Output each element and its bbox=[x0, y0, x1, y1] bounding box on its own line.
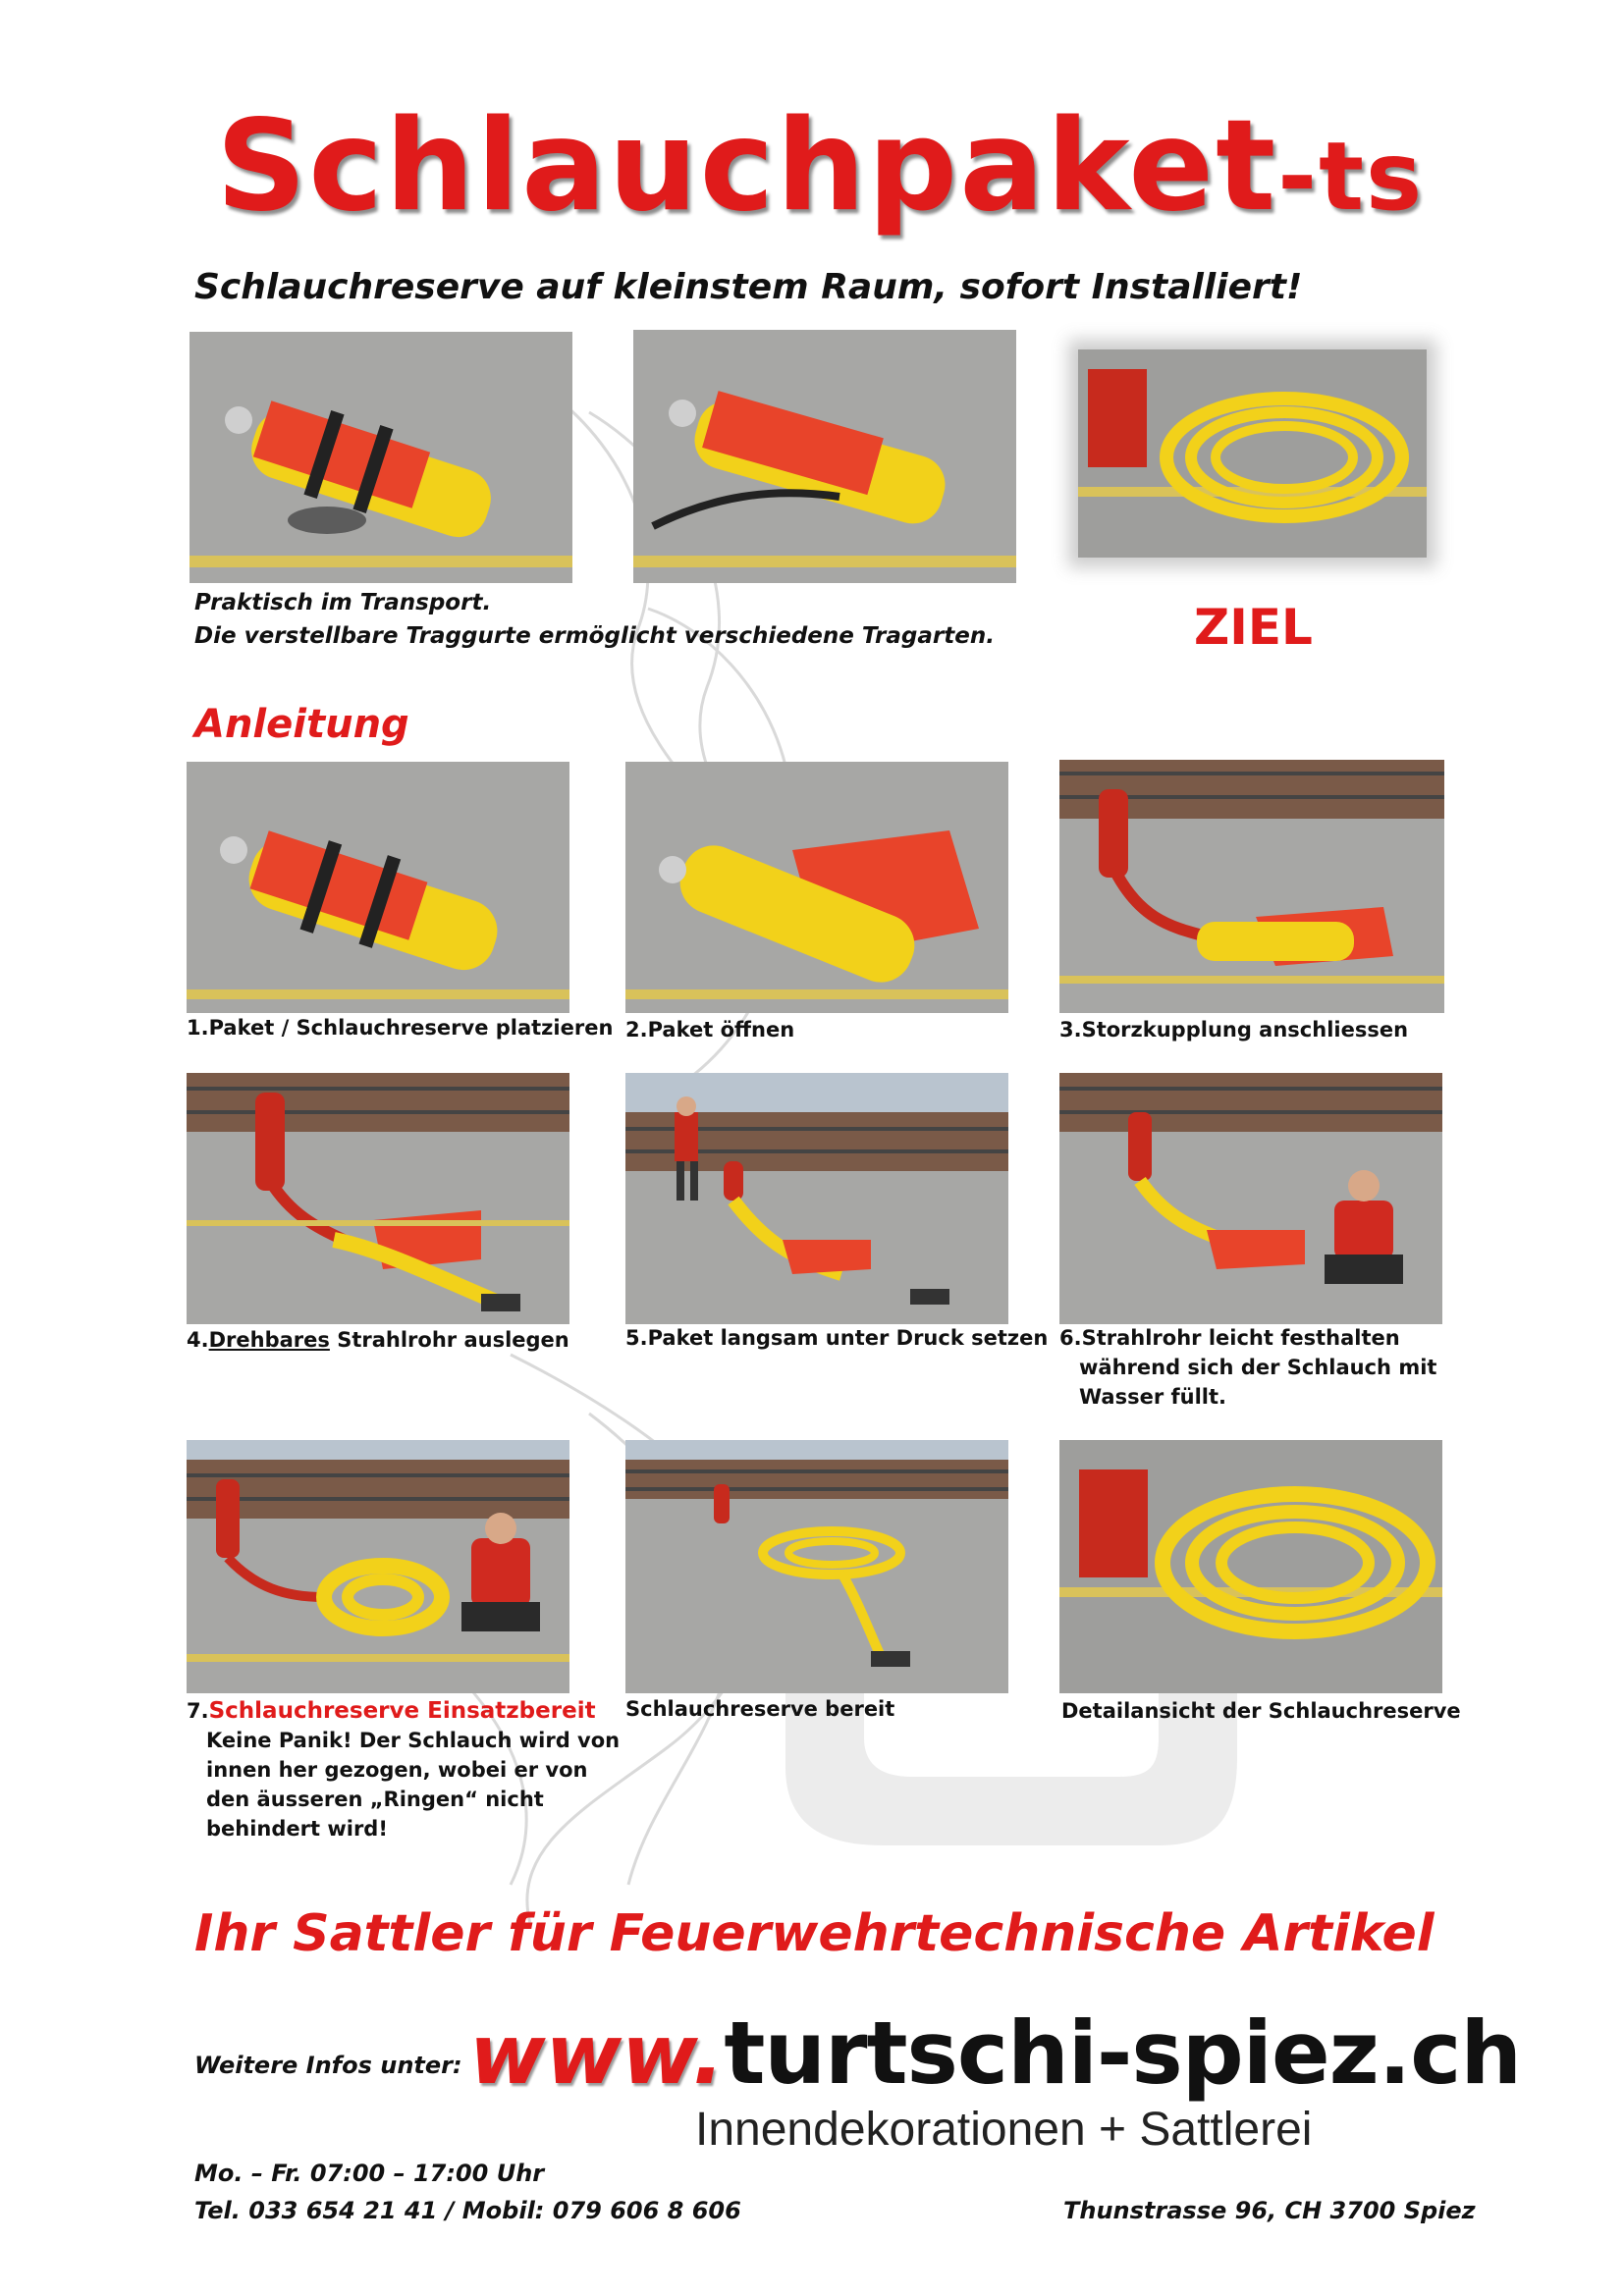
step-2-photo bbox=[625, 762, 1008, 1013]
step-6-photo bbox=[1059, 1073, 1442, 1324]
opening-hours: Mo. – Fr. 07:00 – 17:00 Uhr bbox=[194, 2160, 545, 2187]
subtitle: Schlauchreserve auf kleinstem Raum, sofort Installiert! bbox=[194, 267, 1303, 307]
step-4-photo bbox=[187, 1073, 569, 1324]
step-1-caption: 1.Paket / Schlauchreserve platzieren bbox=[187, 1016, 614, 1040]
step-7-caption bbox=[187, 1696, 620, 1843]
page-title bbox=[216, 93, 1425, 260]
phone-numbers: Tel. 033 654 21 41 / Mobil: 079 606 8 606 bbox=[194, 2197, 741, 2224]
photo-transport-package bbox=[189, 332, 572, 583]
section-heading: Anleitung bbox=[194, 702, 409, 747]
step-8-caption: Schlauchreserve bereit bbox=[625, 1697, 895, 1721]
company-tagline: Innendekorationen + Sattlerei bbox=[695, 2104, 1313, 2156]
intro-note-2: Die verstellbare Traggurte ermöglicht verschiedene Tragarten. bbox=[194, 623, 995, 649]
intro-note-1: Praktisch im Transport. bbox=[194, 590, 492, 615]
step-3-caption: 3.Storzkupplung anschliessen bbox=[1059, 1018, 1409, 1041]
step-7-line-2: innen her gezogen, wobei er von bbox=[206, 1758, 588, 1782]
photo-carry-strap bbox=[633, 330, 1016, 583]
step-4-number: 4. bbox=[187, 1328, 209, 1352]
website-logo[interactable] bbox=[469, 2002, 1521, 2104]
step-8-photo bbox=[625, 1440, 1008, 1693]
step-7-title bbox=[187, 1696, 620, 1726]
title-suffix: -ts bbox=[1277, 122, 1425, 232]
step-4-emphasis: Drehbares bbox=[208, 1328, 330, 1352]
step-2-caption: 2.Paket öffnen bbox=[625, 1018, 795, 1041]
step-4-text: Strahlrohr auslegen bbox=[329, 1328, 569, 1352]
address: Thunstrasse 96, CH 3700 Spiez bbox=[1063, 2197, 1476, 2224]
step-7-line-1: Keine Panik! Der Schlauch wird von bbox=[206, 1729, 621, 1752]
step-5-photo bbox=[625, 1073, 1008, 1324]
step-6-line-2: während sich der Schlauch mit bbox=[1079, 1356, 1437, 1379]
step-7-highlight: Schlauchreserve Einsatzbereit bbox=[208, 1698, 596, 1724]
photo-goal-coil bbox=[1078, 349, 1427, 558]
step-6-line-3: Wasser füllt. bbox=[1079, 1385, 1226, 1409]
step-9-caption: Detailansicht der Schlauchreserve bbox=[1061, 1699, 1461, 1723]
step-3-photo bbox=[1059, 760, 1444, 1013]
step-7-line-4: behindert wird! bbox=[206, 1817, 388, 1841]
slogan: Ihr Sattler für Feuerwehrtechnische Artikel bbox=[194, 1904, 1435, 1963]
website-prompt: Weitere Infos unter: bbox=[194, 2052, 462, 2079]
step-5-caption: 5.Paket langsam unter Druck setzen bbox=[625, 1326, 1049, 1350]
step-7-line-3: den äusseren „Ringen“ nicht bbox=[206, 1788, 544, 1811]
step-7-photo bbox=[187, 1440, 569, 1693]
step-4-caption bbox=[187, 1325, 569, 1355]
step-6-caption bbox=[1059, 1323, 1436, 1412]
website-domain: turtschi-spiez.ch bbox=[724, 2002, 1522, 2104]
step-7-number: 7. bbox=[187, 1699, 209, 1723]
step-6-line-1: 6.Strahlrohr leicht festhalten bbox=[1059, 1326, 1400, 1350]
title-main: Schlauchpaket bbox=[216, 93, 1278, 240]
goal-label: ZIEL bbox=[1194, 599, 1313, 656]
step-1-photo bbox=[187, 762, 569, 1013]
website-www: www. bbox=[469, 2006, 725, 2103]
step-9-photo bbox=[1059, 1440, 1442, 1693]
